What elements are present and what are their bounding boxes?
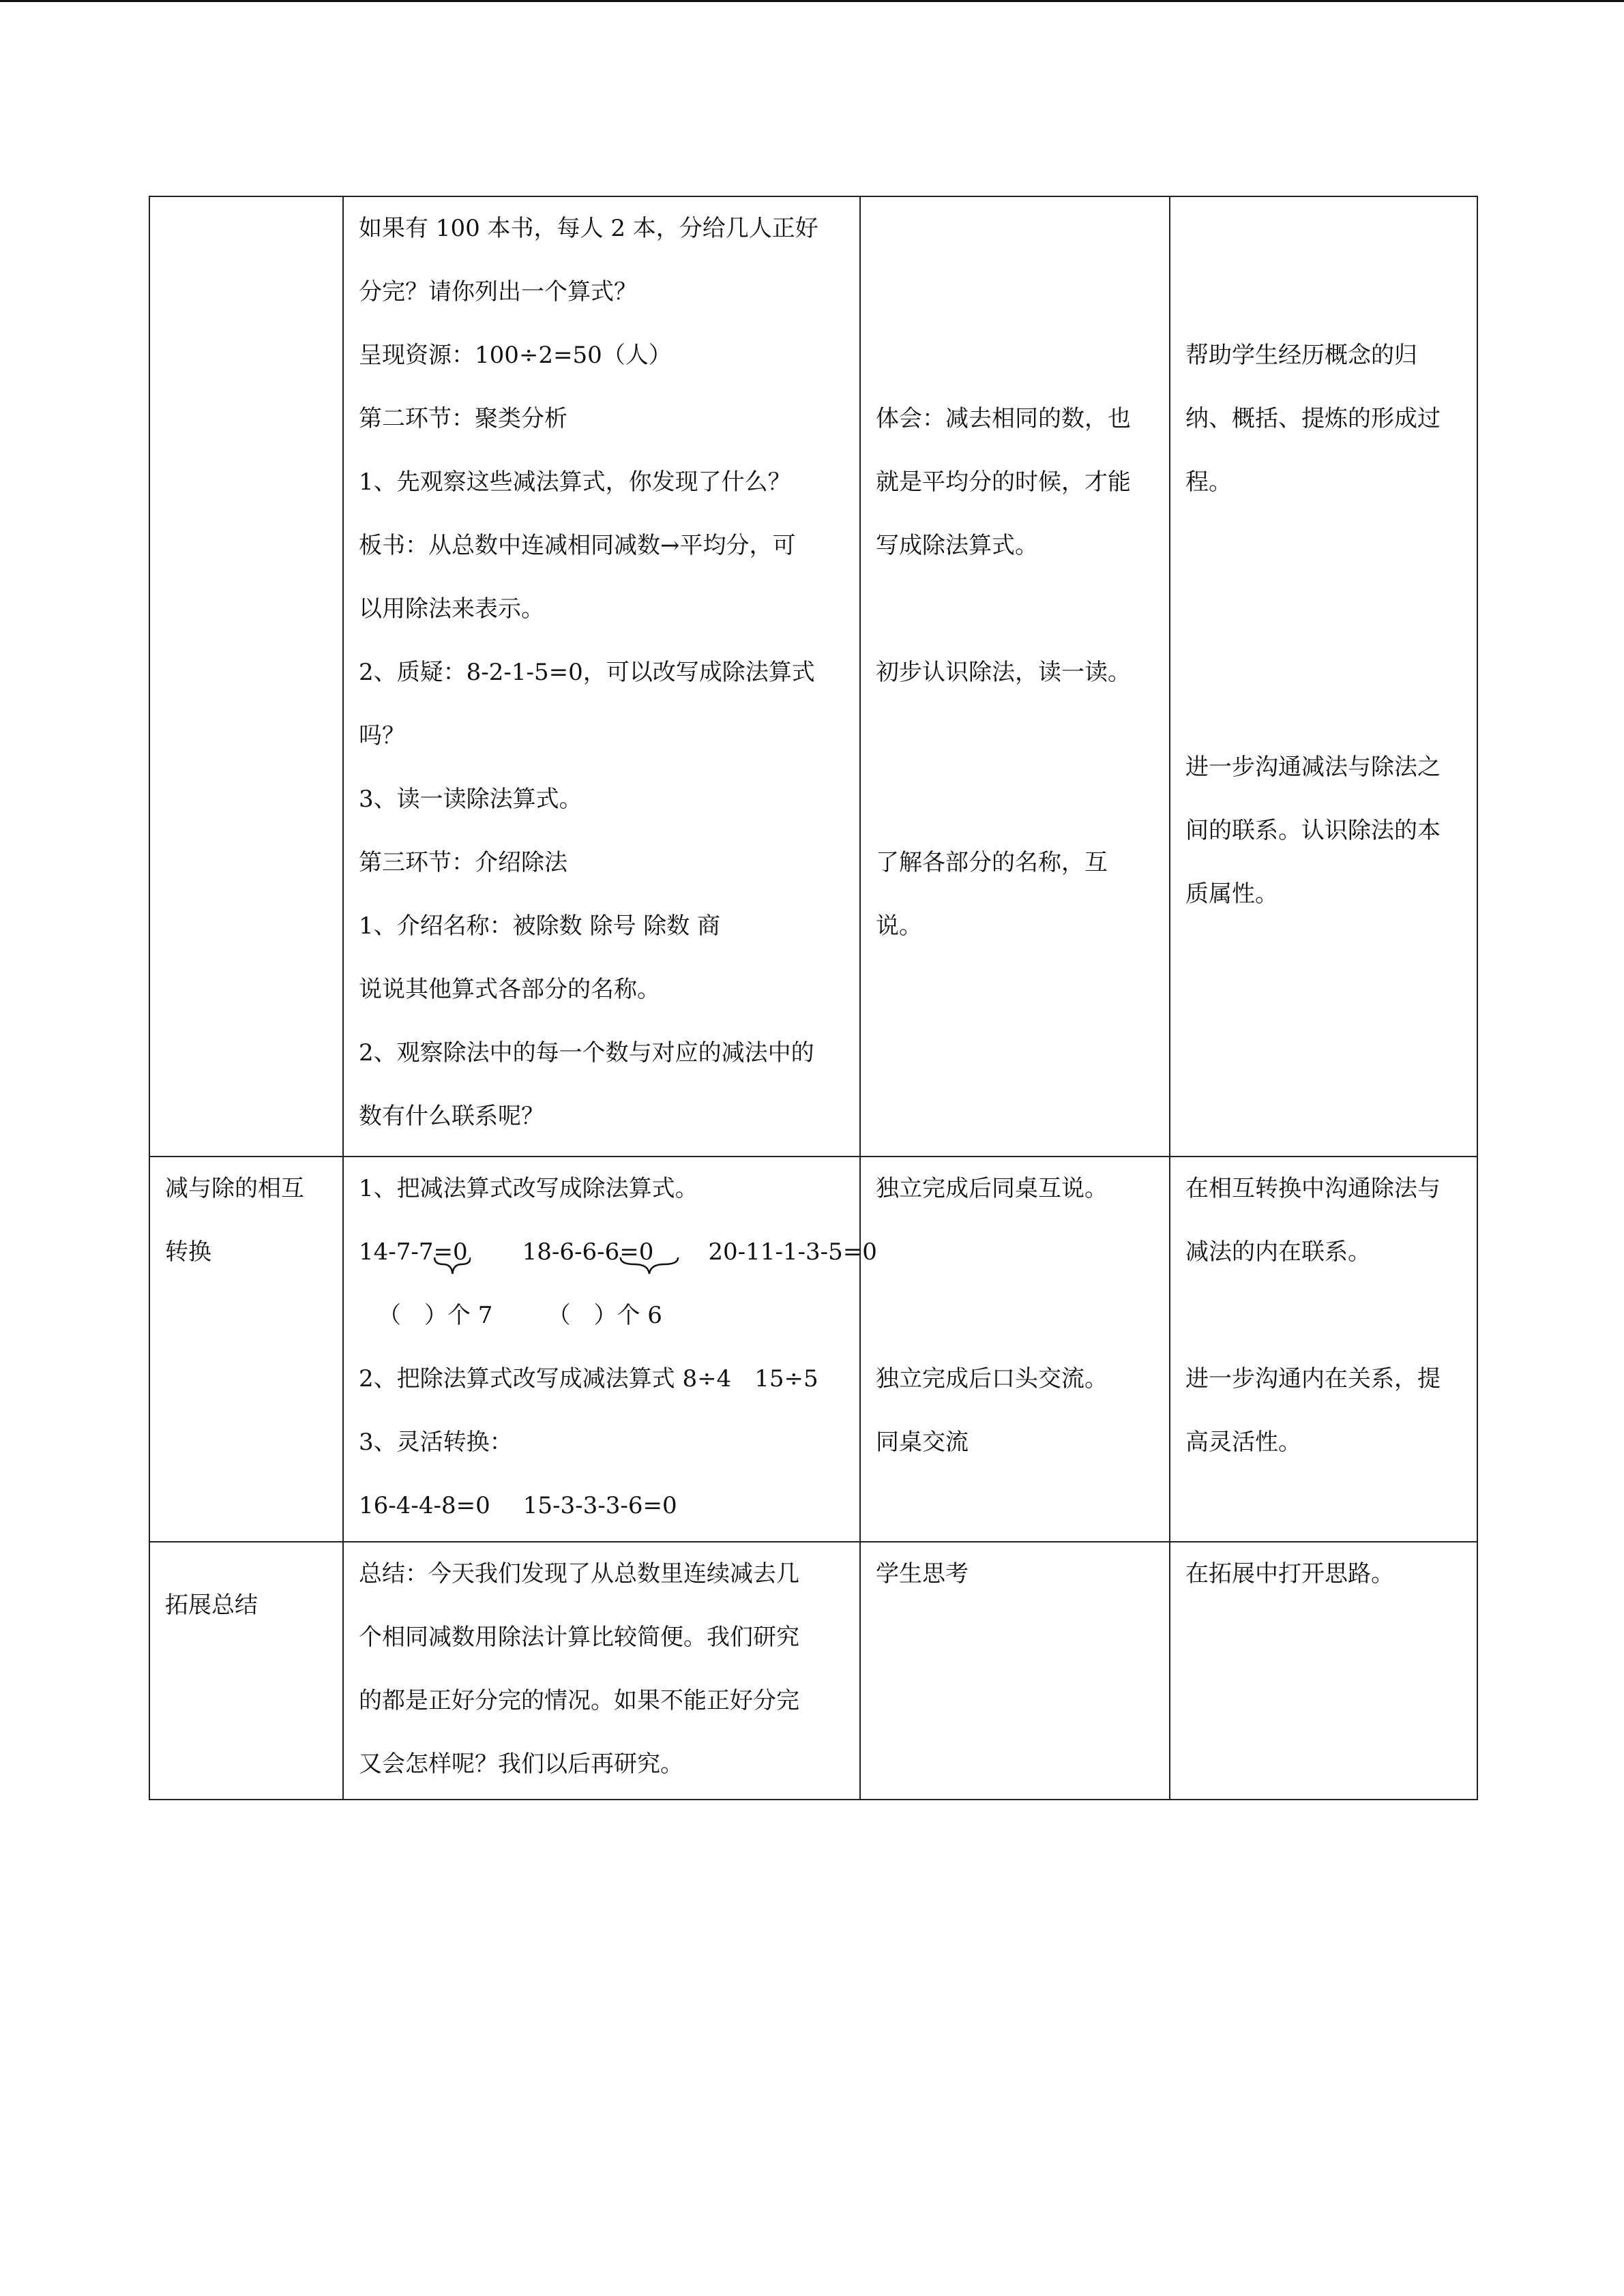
brace-group: 7-7 — [396, 1221, 434, 1284]
equation-18: 18-6-6-6 =0 — [522, 1238, 654, 1266]
content-line: 2、质疑：8-2-1-5=0，可以改写成除法算式 — [359, 659, 815, 686]
student-line: 了解各部分的名称，互 — [876, 849, 1108, 876]
student-line: 学生思考 — [876, 1560, 969, 1587]
section-label: 减与除的相互 — [165, 1175, 304, 1202]
blank-count: （ ）个 6 — [547, 1302, 662, 1329]
content-line: 吗？ — [359, 722, 405, 749]
content-line: 数有什么联系呢？ — [359, 1103, 544, 1130]
page-top-border — [0, 0, 1624, 2]
section-cell — [149, 1542, 343, 1800]
content-cell — [343, 1542, 860, 1800]
content-line: 2、把除法算式改写成减法算式 8÷4 15÷5 — [359, 1365, 818, 1392]
content-line: 1、先观察这些减法算式，你发现了什么？ — [359, 468, 791, 496]
content-line: 如果有 100 本书，每人 2 本，分给几人正好 — [359, 215, 818, 242]
content-line: 呈现资源：100÷2=50（人） — [359, 342, 672, 369]
underbrace-icon — [434, 1256, 471, 1277]
content-line: 第三环节：介绍除法 — [359, 849, 567, 876]
content-line: 个相同减数用除法计算比较简便。我们研究 — [359, 1624, 799, 1651]
student-activity-cell — [860, 1542, 1170, 1800]
student-line: 独立完成后同桌互说。 — [876, 1175, 1108, 1202]
intent-line: 高灵活性。 — [1185, 1429, 1301, 1456]
intent-line: 减法的内在联系。 — [1185, 1238, 1371, 1266]
student-line: 独立完成后口头交流。 — [876, 1365, 1108, 1392]
blank-line — [359, 1284, 846, 1347]
intent-line: 在拓展中打开思路。 — [1185, 1560, 1394, 1587]
content-line: 3、读一读除法算式。 — [359, 786, 582, 813]
student-line: 同桌交流 — [876, 1429, 969, 1456]
underbrace-icon — [619, 1256, 679, 1277]
section-cell — [149, 1157, 343, 1542]
equation-line: 16-4-4-8=0 15-3-3-3-6=0 — [359, 1492, 677, 1519]
intent-line: 帮助学生经历概念的归 — [1185, 342, 1417, 369]
student-line: 体会：减去相同的数，也 — [876, 405, 1131, 432]
student-line: 初步认识除法，读一读。 — [876, 659, 1131, 686]
intent-line: 在相互转换中沟通除法与 — [1185, 1175, 1441, 1202]
content-cell — [343, 196, 860, 1157]
equation-20: 20-11-1-3-5=0 — [708, 1238, 877, 1266]
design-intent-cell — [1170, 196, 1477, 1157]
intent-line: 进一步沟通内在关系，提 — [1185, 1365, 1441, 1392]
content-line: 分完？请你列出一个算式？ — [359, 278, 637, 305]
content-line: 板书：从总数中连减相同减数→平均分，可 — [359, 532, 796, 559]
student-line: 写成除法算式。 — [876, 532, 1038, 559]
section-label: 拓展总结 — [165, 1592, 258, 1619]
intent-line: 进一步沟通减法与除法之 — [1185, 754, 1441, 781]
content-line: 说说其他算式各部分的名称。 — [359, 976, 660, 1003]
content-cell — [343, 1157, 877, 1542]
content-line: 又会怎样呢？我们以后再研究。 — [359, 1750, 683, 1778]
student-line: 就是平均分的时候，才能 — [876, 468, 1131, 496]
content-line: 1、介绍名称：被除数 除号 除数 商 — [359, 912, 721, 940]
blank-count: （ ）个 7 — [378, 1302, 493, 1329]
equation-line — [359, 1221, 877, 1284]
table-row — [149, 196, 1477, 1157]
design-intent-cell — [1170, 1542, 1477, 1800]
design-intent-cell — [1170, 1157, 1477, 1542]
intent-line: 间的联系。认识除法的本 — [1185, 817, 1441, 844]
content-line: 总结：今天我们发现了从总数里连续减去几 — [359, 1560, 799, 1587]
equation-14: 14-7-7 =0 — [359, 1238, 468, 1266]
intent-line: 纳、概括、提炼的形成过 — [1185, 405, 1441, 432]
content-line: 2、观察除法中的每一个数与对应的减法中的 — [359, 1039, 814, 1067]
content-line: 以用除法来表示。 — [359, 595, 544, 623]
content-line: 3、灵活转换： — [359, 1429, 513, 1456]
lesson-plan-table — [149, 196, 1478, 1800]
section-cell — [149, 196, 343, 1157]
student-activity-cell — [860, 1157, 1170, 1542]
content-line: 第二环节：聚类分析 — [359, 405, 567, 432]
intent-line: 程。 — [1185, 468, 1232, 496]
table-row — [149, 1157, 1477, 1542]
brace-group: 6-6-6 — [559, 1221, 619, 1284]
section-label: 转换 — [165, 1238, 211, 1266]
student-line: 说。 — [876, 912, 922, 940]
intent-line: 质属性。 — [1185, 880, 1278, 908]
student-activity-cell — [860, 196, 1170, 1157]
table-row — [149, 1542, 1477, 1800]
content-line: 1、把减法算式改写成除法算式。 — [359, 1175, 698, 1202]
content-line: 的都是正好分完的情况。如果不能正好分完 — [359, 1687, 799, 1714]
